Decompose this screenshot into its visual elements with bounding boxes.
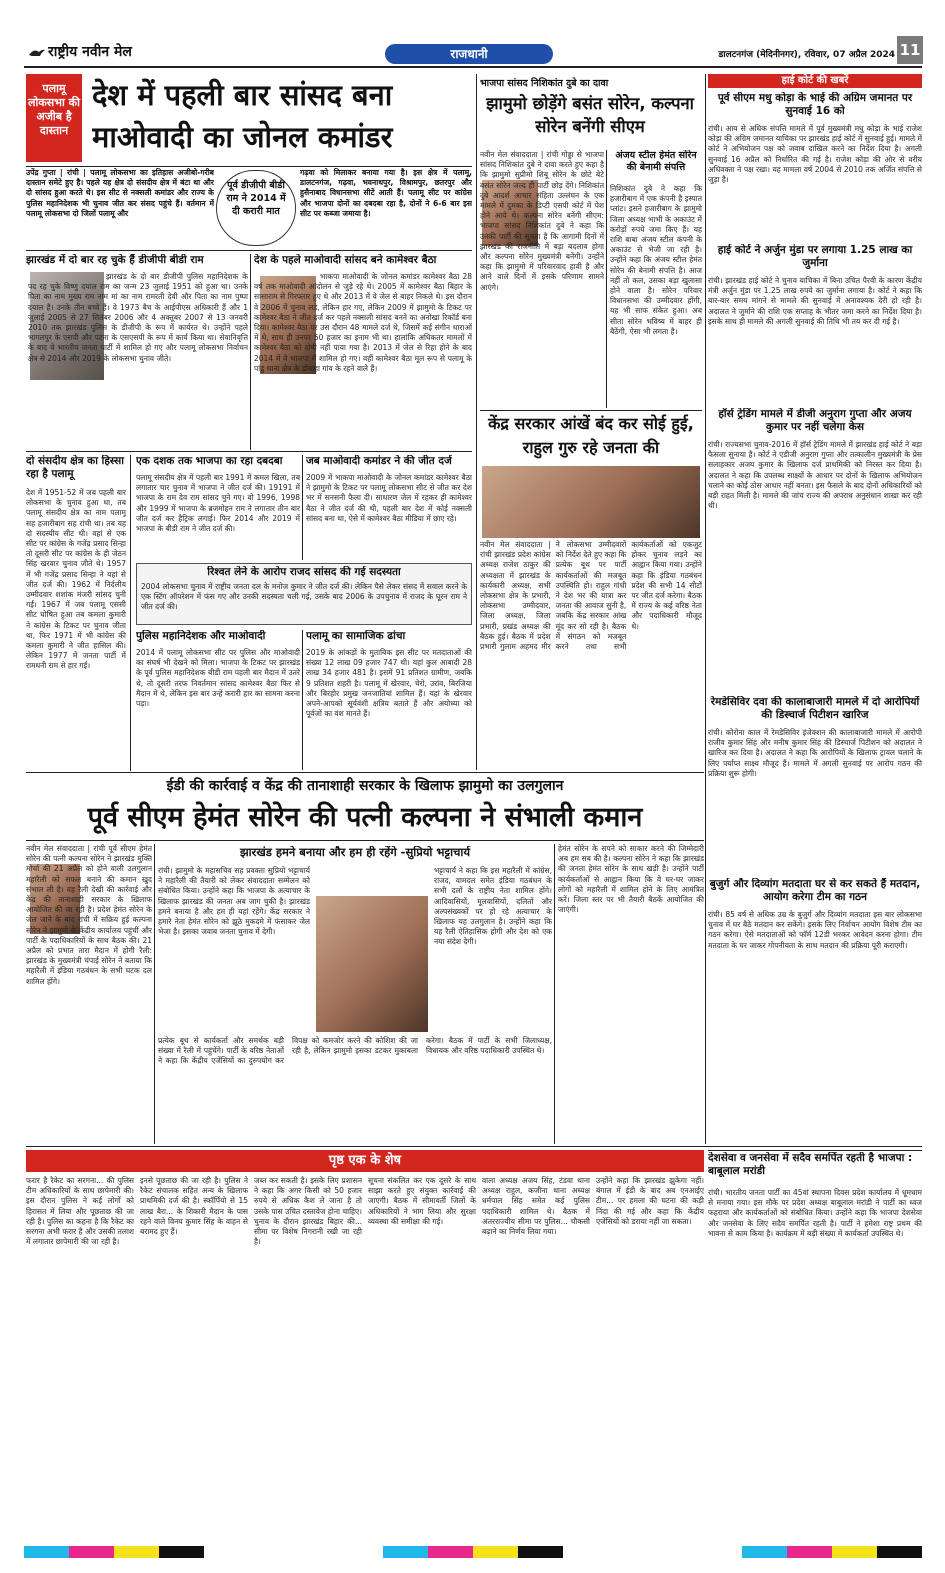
- police-text: 2014 में पलामू लोकसभा सीट पर पुलिस और माओवादी का संघर्ष भी देखने को मिला। भाजपा के टिकट पर झारखंड के पूर्व पुलिस महानिदेशक बीडी राम पहली बार मैदान में उतरे थे, तो दूसरी तरफ निवर्तमान सांसद कामेश्वर बैठा फिर से मैदान में थे, लेकिन इस बार उन्हें करारी हार का सामना करना पड़ा।: [136, 648, 300, 709]
- palamu-grid-1-text: पलामू संसदीय क्षेत्र में पहली बार 1991 में कमल खिला, तब लगातार चार चुनाव में भाजपा ने जीत दर्ज की। 19191 में भाजपा के राम देव राम सांसद चुने गए। वो 1996, 1998 और 1999 में भाजपा के ब्रजमोहन राम ने लगातार तीन बार जीत दर्ज कर हैट्रिक लगाई। फिर 2014 और 2019 में भाजपा के बीडी राम ने जीत दर्ज की।: [136, 473, 300, 534]
- highcourt-s2-title: हाई कोर्ट ने अर्जुन मुंडा पर लगाया 1.25 लाख का जुर्माना: [717, 244, 913, 269]
- shesh-col4: सूचना संकलित कर एक दूसरे के साथ साझा करते हुए संयुक्त कार्रवाई की जाएगी। बैठक में सीमावर्ती जिलों के अधिकारियों ने भाग लिया और सुरक्षा व्यवस्था की समीक्षा की गई।: [368, 1176, 476, 1226]
- palamu-sub2-title: देश के पहले माओवादी सांसद बने कामेश्वर बैठा: [254, 254, 437, 266]
- palamu-grid-2-title: जब माओवादी कमांडर ने की जीत दर्ज: [306, 455, 452, 467]
- congress-text: नवीन मेल संवाददाता | रांची झारखंड प्रदेश कांग्रेस अध्यक्ष राजेश ठाकुर की अध्यक्षता में झारखंड के कार्यकारी अध्यक्ष, सभी लोकसभा क्षेत्र के प्रभारी, लोकसभा उम्मीदवार, जिला अध्यक्ष, जिला प्रभारी, प्रखंड अध्यक्ष की बैठक हुई। बैठक में प्रदेश प्रभारी गुलाम अहमद मीर ने लोकसभा उम्मीदवारों को निर्देश देते हुए कहा कि प्रत्येक बूथ पर पार्टी कार्यकर्ताओं की मजबूत उपस्थिति हो। राहुल गांधी ने देश भर की यात्रा कर जनता की आवाज सुनी है, जबकि केंद्र सरकार आंख मूंद कर सो रही है। बैठक में संगठन को मजबूत करने तथा सभी कार्यकर्ताओं को एकजुट होकर चुनाव लड़ने का आह्वान किया गया। उन्होंने कहा कि इंडिया गठबंधन प्रदेश की सभी 14 सीटों पर जीत दर्ज करेगा। बैठक में राज्य के कई वरिष्ठ नेता और पदाधिकारी मौजूद थे।: [480, 540, 702, 652]
- police-title: पुलिस महानिदेशक और माओवादी: [136, 630, 266, 642]
- shesh-col5: वाला अध्यक्ष अजय सिंह, टंडवा थाना अध्यक्ष राहुल, कजीना थाना अध्यक्ष धर्मपाल सिंह समेत कई पुलिस पदाधिकारी शामिल थे। बैठक में अंतरराज्यीय सीमा पर पुलिस... चौकसी बढ़ाने का निर्णय लिया गया।: [482, 1176, 590, 1237]
- palamu-intro-right: गढ़वा को मिलाकर बनाया गया है। इस क्षेत्र में पलामू, डालटनगंज, गढ़वा, भवनाथपुर, विश्रामपुर, छतरपुर और हुसैनाबाद विधानसभा सीटें आती हैं। पलामू सीट पर कांग्रेस और भाजपा दोनों का दबदबा रहा है, दोनों ने 6-6 बार इस सीट पर कब्जा जमाया है।: [300, 168, 472, 218]
- palamu-sub2-text: भाकपा माओवादी के जोनल कमांडर कामेश्वर बैठा 28 वर्ष तक माओवादी आंदोलन से जुड़े रहे थे। 2005 में कामेश्वर बैठा बिहार के सासाराम से गिरफ्तार हुए थे और 2013 में वे जेल से बाहर निकले थे। इस दौरान वे 2006 में चुनाव लड़े, लेकिन हार गए, लेकिन 2009 में झामुमो के टिकट पर कामेश्वर बैठा ने जीत दर्ज कर पहले नक्सली सांसद बनने का अनोखा रिकॉर्ड बना दिया। कामेश्वर बैठा पर उस दौरान 48 मामले दर्ज थे, जिसमें कई संगीन धाराओं में थे, साथ ही उनपर 50 हजार का इनाम भी था। हालांकि अधिकतर मामलों में कामेश्वर बैठा को दोषी नहीं पाया गया है। 2013 में जेल से रिहा होने के बाद 2014 में वे भाजपा में शामिल हो गए। वहीं कामेश्वर बैठा मूल रूप से पलामू के पांडु थाना क्षेत्र के डोबाहा गांव के रहने वाले हैं।: [254, 272, 472, 373]
- page-number: 11: [897, 36, 923, 64]
- kalpana-col1: नवीन मेल संवाददाता | रांची पूर्व सीएम हेमंत सोरेन की पत्नी कल्पना सोरेन ने झारखंड मुक्ति मोर्चा की 21 अप्रैल को होने वाली उलगुलान महारैली को सफल बनाने की कमान खुद संभाल ली है। वह रैली देखी की कार्रवाई और केंद्र की तानाशाही सरकार के खिलाफ आयोजित की जा रही है। प्रदेश हेमंत सोरेन के जेल जाने के बाद रांची में सक्रिय हुई कल्पना सोरेन ने झामुमो के केंद्रीय कार्यालय पहुंचीं और पार्टी के पदाधिकारियों के साथ बैठक की। 21 अप्रैल को प्रभात तारा मैदान में होगी रैली: झारखंड के मुख्यमंत्री चंपाई सोरेन ने बताया कि महारैली में इंडिया गठबंधन के सभी घटक दल शामिल होंगे।: [26, 844, 152, 986]
- jmm-headline: झामुमो छोड़ेंगे बसंत सोरेन, कल्पना सोरेन बनेंगी सीएम: [486, 94, 694, 136]
- kalpana-col3: भट्टाचार्य ने कहा कि इस महारैली में कांग्रेस, राजद, वामदल समेत इंडिया गठबंधन के सभी दलों के राष्ट्रीय नेता शामिल होंगे। आदिवासियों, मूलवासियों, दलितों और अल्पसंख्यकों पर हो रहे अत्याचार के खिलाफ यह उलगुलान है। उन्होंने कहा कि यह रैली ऐतिहासिक होगी और देश को एक नया संदेश देगी।: [434, 866, 552, 947]
- jmm-box-text: निशिकांत दुबे ने कहा कि हजारीबाग में एक कंपनी है इस्पात प्लांट। इसने हजारीबाग के झामुमो जिला अध्यक्ष भाभी के अकाउंट में करोड़ों रुपये जमा किए हैं। यह राशि बाबा अंजय स्टील कंपनी के अकाउंट से भेजी जा रही है। उन्होंने कहा कि अंजय स्टील हेमंत सोरेन की बेनामी संपत्ति है। आज नहीं तो कल, उसका बड़ा खुलासा होने वाला है। सोरेन परिवार विधानसभा की उम्मीदवार होंगी, यह भी साफ संकेत हुआ। अब सीता सोरेन भविष्य में बाहर ही बैठेंगी, ऐसा भी लगता है।: [610, 184, 702, 336]
- palamu-grid-2-text: 2009 में भाकपा माओवादी के जोनल कमांडर कामेश्वर बैठा ने झामुमो के टिकट पर पलामू लोकसभा सीट से जीत कर देश भर में सनसनी फैला दी। साधारण जेल में रहकर ही कामेश्वर बैठा ने जीत दर्ज की थी, पहली बार देश में कोई नक्सली सांसद बना था, ऐसे में कामेश्वर बैठा मीडिया में छाए रहे।: [306, 473, 472, 523]
- kalpana-headline: पूर्व सीएम हेमंत सोरेन की पत्नी कल्पना ने संभाली कमान: [87, 802, 643, 833]
- highcourt-s5-text: रांची। 85 वर्ष से अधिक उम्र के बुजुर्ग और दिव्यांग मतदाता इस बार लोकसभा चुनाव में घर बैठे मतदान कर सकेंगे। इसके लिए निर्वाचन आयोग विशेष टीम का गठन करेगा। ऐसे मतदाताओं को फॉर्म 12डी भरकर आवेदन करना होगा। टीम मतदाता के घर जाकर गोपनीयता के साथ मतदान की प्रक्रिया पूरी कराएगी।: [708, 910, 922, 950]
- section-label: राजधानी: [450, 47, 488, 61]
- bird-logo-icon: [28, 44, 46, 56]
- jmm-box-title: अंजय स्टील हेमंत सोरेन की बेनामी संपत्ति: [615, 150, 697, 173]
- paper-name: राष्ट्रीय नवीन मेल: [48, 44, 132, 60]
- shesh-col6: उन्होंने कहा कि झारखंड झुकेगा नहीं। बंगाल में ईडी के बाद अब एनआईए टीम... पर हमला की घटना की कड़ी निंदा की गई और कहा कि केंद्रीय एजेंसियों को डराया नहीं जा सकता।: [596, 1176, 704, 1226]
- congress-meeting-photo: [482, 466, 700, 538]
- bjp-title: देशसेवा व जनसेवा में सदैव समर्पित रहती है भाजपा : बाबूलाल मरांडी: [708, 1152, 913, 1177]
- palamu-headline: देश में पहली बार सांसद बना माओवादी का जोनल कमांडर: [92, 78, 393, 154]
- supriyo-title: झारखंड हमने बनाया और हम ही रहेंगे -सुप्रियो भट्टाचार्य: [239, 846, 471, 859]
- palamu-sub1-title: झारखंड में दो बार रह चुके हैं डीजीपी बीडी राम: [26, 254, 204, 266]
- kalpana-col4: हेमंत सोरेन के सपने को साकार करने की जिम्मेदारी अब हम सब की है। कल्पना सोरेन ने कहा कि झारखंड की जनता हेमंत सोरेन के साथ खड़ी है। उन्होंने पार्टी कार्यकर्ताओं से आह्वान किया कि वे घर-घर जाकर लोगों को महारैली में शामिल होने के लिए आमंत्रित करें। जिला स्तर पर भी तैयारी बैठकें आयोजित की जाएंगी।: [558, 844, 704, 915]
- rishwat-box: [136, 563, 472, 625]
- palamu-grid-0-title: दो संसदीय क्षेत्र का हिस्सा रहा है पलामू: [26, 455, 124, 480]
- jmm-kicker: भाजपा सांसद निशिकांत दुबे का दावा: [480, 78, 609, 89]
- kalpana-col5: प्रत्येक बूथ से कार्यकर्ता और समर्थक बड़ी संख्या में रैली में पहुंचेंगे। पार्टी के वरिष्ठ नेताओं ने कहा कि केंद्रीय एजेंसियों का दुरुपयोग कर विपक्ष को कमजोर करने की कोशिश की जा रही है, लेकिन झामुमो इसका डटकर मुकाबला करेगा। बैठक में पार्टी के सभी जिलाध्यक्ष, विधायक और वरिष्ठ पदाधिकारी उपस्थित थे।: [158, 1036, 552, 1066]
- shesh-col2: इनसे पूछताछ की जा रही है। पुलिस ने रैकेट संचालक सहित अन्य के खिलाफ प्राथमिकी दर्ज की है। स्कॉर्पियो से 15 लाख बैरा... के शिकारी मैदान के पास रहने वाले विनय कुमार सिंह के वाहन से बरामद हुए हैं।: [140, 1176, 248, 1237]
- congress-headline: केंद्र सरकार आंखें बंद कर सोई हुई, राहुल गुरु रहे जनता की: [488, 414, 694, 457]
- highcourt-s1-title: पूर्व सीएम मधु कोड़ा के भाई की अग्रिम जमानत पर सुनवाई 16 को: [717, 92, 913, 117]
- registration-color-bar: [24, 1546, 922, 1558]
- dateline: डालटनगंज (मेदिनीनगर), रविवार, 07 अप्रैल 2024: [718, 50, 895, 60]
- shesh-col1: फरार है रैकेट का सरगना... की पुलिस टीम अधिकारियों के साथ छापेमारी की। इस दौरान पुलिस ने कई लोगों को हिरासत में लिया और पूछताछ की जा रही है। पुलिस का कहना है कि रैकेट का सरगना अभी फरार है और उसकी तलाश में लगातार छापेमारी की जा रही है।: [26, 1176, 134, 1247]
- highcourt-s4-title: रेमडेसिविर दवा की कालाबाजारी मामले में दो आरोपियों की डिस्चार्ज पिटीशन खारिज: [710, 696, 920, 721]
- rishwat-title: रिश्वत लेने के आरोप राजद सांसद की गई सदस्यता: [207, 566, 401, 578]
- supriyo-bhattacharya-photo: [316, 896, 428, 1032]
- highcourt-s1-text: रांची। आय से अधिक संपत्ति मामले में पूर्व मुख्यमंत्री मधु कोड़ा के भाई राजेश कोड़ा की अग्रिम जमानत याचिका पर झारखंड हाई कोर्ट में सुनवाई हुई। मामले में कोर्ट ने अभियोजन पक्ष को जवाब दाखिल करने का निर्देश दिया है। अगली सुनवाई 16 अप्रैल को निर्धारित की गई है। राजेश कोड़ा की ओर से वरीय अधिवक्ता ने पक्ष रखा। यह मामला वर्ष 2004 से 2010 तक अर्जित संपत्ति से जुड़ा है।: [708, 124, 922, 185]
- highcourt-s3-title: हॉर्स ट्रेडिंग मामले में डीजी अनुराग गुप्ता और अजय कुमार पर नहीं चलेगा केस: [718, 408, 912, 433]
- palamu-quote: पूर्व डीजीपी बीडी राम ने 2014 में दी करारी मात: [216, 170, 296, 246]
- palamu-grid-0-text: देश में 1951-52 में जब पहली बार लोकसभा के चुनाव हुआ था, तब पलामू संसदीय क्षेत्र का नाम पलामू सह हजारीबाग सह रांची था। तब यह दो सदस्यीय सीट थी। वहां से एक सीट पर कांग्रेस के गजेंद्र प्रसाद सिन्हा तो दूसरी सीट पर कांग्रेस के ही जेठन सिंह खरवार चुनाव जीते थे। 1957 में भी गजेंद्र प्रसाद सिन्हा ने यहां से जीत दर्ज की। 1962 में निर्दलीय उम्मीदवार शशांक मंजरी सांसद चुनी गईं। 1967 में जब पलामू एससी सीट घोषित हुआ तब कमला कुमारी ने कांग्रेस के टिकट पर चुनाव जीता था, फिर 1971 में भी कांग्रेस की कमला कुमारी ने जीत हासिल की। लेकिन 1977 में जनता पार्टी में रामधनी राम से हार गईं।: [26, 488, 126, 671]
- kalpana-col2: रांची। झामुमो के महासचिव सह प्रवक्ता सुप्रियो भट्टाचार्य ने महारैली की तैयारी को लेकर संवाददाता सम्मेलन को संबोधित किया। उन्होंने कहा कि भाजपा के अत्याचार के खिलाफ झारखंड की जनता अब जाग चुकी है। झारखंड हमने बनाया है और हम ही यहां रहेंगे। केंद्र सरकार ने हमारे नेता हेमंत सोरेन को झूठे मुकदमे में फंसाकर जेल भेजा है। इसका जवाब जनता चुनाव में देगी।: [158, 866, 310, 937]
- rishwat-text: 2004 लोकसभा चुनाव में राष्ट्रीय जनता दल के मनोज कुमार ने जीत दर्ज की। लेकिन पैसे लेकर संसद में सवाल करने के एक स्टिंग ऑपरेशन में फंस गए और उनकी सदस्यता चली गई, उसके बाद 2006 के उपचुनाव में राजद के घूरन राम ने जीत दर्ज की।: [141, 582, 467, 612]
- palamu-grid-1-title: एक दशक तक भाजपा का रहा दबदबा: [136, 455, 283, 467]
- samaj-text: 2019 के आंकड़ों के मुताबिक इस सीट पर मतदाताओं की संख्या 12 लाख 09 हजार 747 थी। यहां कुल आबादी 28 लाख 34 हजार 481 है। इसमें 91 प्रतिशत ग्रामीण, जबकि 9 प्रतिशत शहरी है। पलामू में खेरवार, चेरो, उरांव, बिरजिया और बिरहोर प्रमुख जनजातियां शामिल हैं। यहां के खेरवार अपने-आपको सूर्यवंशी क्षत्रिय बताते हैं और अयोध्या को पूर्वजों का वंश मानते हैं।: [306, 648, 472, 719]
- highcourt-s3-text: रांची। राज्यसभा चुनाव-2016 में हॉर्स ट्रेडिंग मामले में झारखंड हाई कोर्ट ने बड़ा फैसला सुनाया है। कोर्ट ने एडीजी अनुराग गुप्ता और तत्कालीन मुख्यमंत्री के प्रेस सलाहकार अजय कुमार के खिलाफ दर्ज प्राथमिकी को निरस्त कर दिया है। अदालत ने कहा कि उपलब्ध साक्ष्यों के आधार पर दोनों के खिलाफ अभियोजन चलाने का कोई ठोस आधार नहीं बनता। इस फैसले के बाद दोनों अधिकारियों को बड़ी राहत मिली है। मामले की जांच राज्य की अपराध अनुसंधान शाखा कर रही थी।: [708, 440, 922, 511]
- highcourt-s2-text: रांची। झारखंड हाई कोर्ट ने चुनाव याचिका में बिना उचित पैरवी के कारण केंद्रीय मंत्री अर्जुन मुंडा पर 1.25 लाख रुपये का जुर्माना लगाया है। कोर्ट ने कहा कि बार-बार समय मांगने से मामले की सुनवाई में अनावश्यक देरी हो रही है। अदालत ने जुर्माने की राशि एक सप्ताह के भीतर जमा करने का निर्देश दिया है। इसके साथ ही मामले की अगली सुनवाई की तिथि भी तय कर दी गई है।: [708, 276, 922, 326]
- palamu-sub1-text: झारखंड के दो बार डीजीपी पुलिस महानिदेशक के पद रह चुके विष्णु दयाल राम का जन्म 23 जुलाई 1951 को हुआ था। उनके पिता का नाम मुख्य राम नाम मां का नाम रामरती देवी और पिता का नाम पुष्पा दयाल है। उनके तीन बच्चे हैं। वे 1973 बैच के आईपीएस अधिकारी हैं और 1 जुलाई 2005 से 27 सितंबर 2006 और 4 अक्तूबर 2007 से 13 जनवरी 2010 तक झारखंड पुलिस के डीजीपी के रूप में कार्यरत थे। उन्होंने पहले भागलपुर के एसपी और पटना के एसएसपी के रूप में कार्य किया था। सेवानिवृत्ति के बाद वे भारतीय जनता पार्टी में शामिल हो गए और पलामू लोकसभा निर्वाचन क्षेत्र से 2014 और 2019 के लोकसभा चुनाव जीते।: [28, 272, 248, 363]
- highcourt-s4-text: रांची। कोरोना काल में रेमडेसिविर इंजेक्शन की कालाबाजारी मामले में आरोपी राजीव कुमार सिंह और मनीष कुमार सिंह की डिस्चार्ज पिटीशन को अदालत ने खारिज कर दिया है। अदालत ने कहा कि आरोपियों के खिलाफ ट्रायल चलाने के लिए पर्याप्त साक्ष्य मौजूद हैं। मामले में अगली सुनवाई पर आरोप गठन की प्रक्रिया शुरू होगी।: [708, 728, 922, 778]
- masthead: [0, 0, 945, 72]
- samaj-title: पलामू का सामाजिक ढांचा: [306, 630, 406, 642]
- jmm-text: नवीन मेल संवाददाता | रांची गोड्डा से भाजपा सांसद निशिकांत दुबे ने दावा करते हुए कहा है कि झामुमो सुप्रीमो शिबू सोरेन के छोटे बेटे बसंत सोरेन जल्द ही पार्टी छोड़ देंगे। निशिकांत दुबे आदर्श आचार संहिता उल्लंघन के एक मामले में दुमका के डिप्टी एसपी कोर्ट में पेश होने आये थे। कल्पना सोरेन बनेंगी सीएम: भाजपा सांसद निशिकांत दुबे ने कहा कि उनकी पार्टी की सूचना है कि आगामी दिनों में झारखंड की राजनीति में बड़ा बदलाव होगा और कल्पना सोरेन मुख्यमंत्री बनेंगी। उन्होंने कहा कि झामुमो में परिवारवाद हावी है और आने वाले दिनों में इसके परिणाम सामने आएंगे।: [480, 150, 604, 292]
- section-pill: [385, 44, 553, 64]
- palamu-intro-left: उपेंद्र गुप्ता | रांची | पलामू लोकसभा का इतिहास अजीबो-गरीब दास्तान समेटे हुए है। पहले यह क्षेत्र दो संसदीय क्षेत्र में बंटा था और दो सांसद हुआ करते थे। इस सीट से नक्सली कमांडर और राज्य के पुलिस महानिदेशक भी चुनाव जीत कर संसद पहुंचे हैं। वर्तमान में पलामू लोकसभा दो जिलों पलामू और: [26, 168, 214, 218]
- highcourt-header: हाई कोर्ट की खबरें: [708, 74, 922, 88]
- kalpana-kicker: ईडी की कार्रवाई व केंद्र की तानाशाही सरकार के खिलाफ झामुमो का उलगुलान: [166, 778, 564, 794]
- highcourt-s5-title: बुजुर्ग और दिव्यांग मतदाता घर से कर सकते हैं मतदान, आयोग करेगा टीम का गठन: [709, 878, 921, 903]
- shesh-header: पृष्ठ एक के शेष: [26, 1150, 704, 1172]
- palamu-tag: पलामू लोकसभा की अजीब है दास्तान: [26, 74, 82, 162]
- shesh-col3: जब्त कर सकती है। इसके लिए प्रशासन ने कहा कि अगर किसी को 50 हजार रुपये से अधिक कैश ले जाना है तो उसके पास उचित दस्तावेज होना चाहिए। चुनाव के दौरान झारखंड बिहार की... सीमा पर विशेष निगरानी रखी जा रही है।: [254, 1176, 362, 1247]
- bjp-text: रांची। भारतीय जनता पार्टी का 45वां स्थापना दिवस प्रदेश कार्यालय में धूमधाम से मनाया गया। इस मौके पर प्रदेश अध्यक्ष बाबूलाल मरांडी ने पार्टी का ध्वज फहराया और कार्यकर्ताओं को संबोधित किया। उन्होंने कहा कि भाजपा देशसेवा और जनसेवा के लिए सदैव समर्पित रहती है। पार्टी ने हमेशा राष्ट्र प्रथम की भावना से काम किया है। कार्यक्रम में बड़ी संख्या में कार्यकर्ता उपस्थित थे।: [708, 1188, 922, 1238]
